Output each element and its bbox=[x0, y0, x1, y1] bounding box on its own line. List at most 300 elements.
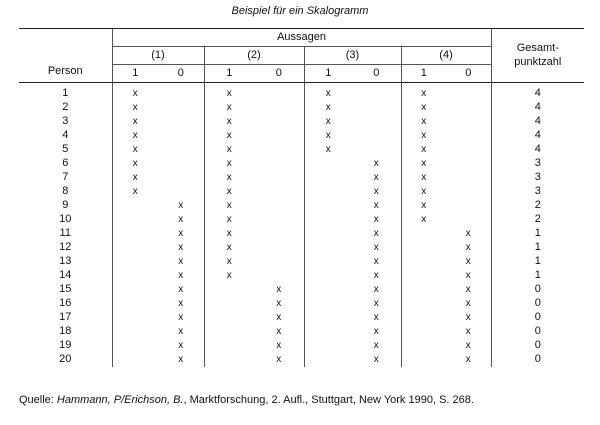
subcol-header: 1 bbox=[304, 65, 352, 83]
response-mark: x bbox=[226, 172, 232, 184]
response-cell bbox=[204, 199, 254, 213]
person-cell: 12 bbox=[59, 241, 72, 254]
response-cell bbox=[401, 255, 446, 269]
total-cell: 0 bbox=[491, 339, 584, 353]
response-cell bbox=[304, 353, 352, 367]
response-cell bbox=[204, 353, 254, 367]
response-cell bbox=[352, 255, 401, 269]
response-mark: x bbox=[421, 88, 427, 100]
subcol-header: 1 bbox=[204, 65, 254, 83]
response-mark: x bbox=[178, 326, 184, 338]
response-cell bbox=[401, 213, 446, 227]
response-mark: x bbox=[373, 242, 379, 254]
response-cell bbox=[401, 227, 446, 241]
group-header: (3) bbox=[304, 47, 401, 65]
response-cell bbox=[352, 171, 401, 185]
response-cell bbox=[112, 157, 158, 171]
response-cell bbox=[204, 269, 254, 283]
person-cell: 14 bbox=[59, 269, 72, 282]
person-cell: 4 bbox=[62, 129, 69, 142]
response-cell bbox=[446, 83, 491, 102]
response-mark: x bbox=[421, 130, 427, 142]
response-cell bbox=[401, 339, 446, 353]
response-cell bbox=[401, 129, 446, 143]
response-mark: x bbox=[373, 200, 379, 212]
response-cell bbox=[446, 101, 491, 115]
total-cell: 0 bbox=[491, 325, 584, 339]
response-mark: x bbox=[226, 256, 232, 268]
response-mark: x bbox=[421, 158, 427, 170]
response-cell bbox=[352, 213, 401, 227]
response-cell bbox=[352, 83, 401, 102]
response-cell bbox=[158, 101, 204, 115]
response-mark: x bbox=[465, 340, 471, 352]
response-mark: x bbox=[465, 284, 471, 296]
total-cell: 3 bbox=[491, 185, 584, 199]
response-cell bbox=[446, 185, 491, 199]
response-cell bbox=[158, 269, 204, 283]
response-cell bbox=[158, 339, 204, 353]
total-cell: 0 bbox=[491, 311, 584, 325]
response-mark: x bbox=[226, 144, 232, 156]
response-cell bbox=[158, 115, 204, 129]
response-cell bbox=[446, 325, 491, 339]
response-cell bbox=[204, 241, 254, 255]
response-mark: x bbox=[373, 158, 379, 170]
response-cell bbox=[254, 143, 304, 157]
table-row bbox=[19, 143, 584, 157]
response-mark: x bbox=[421, 186, 427, 198]
response-cell bbox=[254, 241, 304, 255]
response-mark: x bbox=[226, 214, 232, 226]
response-cell bbox=[112, 353, 158, 367]
response-mark: x bbox=[178, 312, 184, 324]
person-cell: 17 bbox=[59, 311, 72, 324]
response-cell bbox=[401, 171, 446, 185]
response-mark: x bbox=[325, 88, 331, 100]
source-authors: Hammann, P/Erichson, B. bbox=[56, 394, 184, 406]
group-header: (4) bbox=[401, 47, 491, 65]
response-cell bbox=[352, 297, 401, 311]
group-header: (1) bbox=[112, 47, 204, 65]
response-mark: x bbox=[465, 326, 471, 338]
table-row bbox=[19, 311, 584, 325]
response-mark: x bbox=[373, 172, 379, 184]
response-cell bbox=[158, 353, 204, 367]
response-cell bbox=[254, 199, 304, 213]
response-mark: x bbox=[373, 298, 379, 310]
response-mark: x bbox=[226, 270, 232, 282]
response-cell bbox=[304, 311, 352, 325]
response-mark: x bbox=[178, 256, 184, 268]
total-header-line2: punktzahl bbox=[514, 55, 562, 68]
subcol-header: 1 bbox=[112, 65, 158, 83]
response-cell bbox=[304, 213, 352, 227]
response-mark: x bbox=[465, 270, 471, 282]
response-mark: x bbox=[373, 326, 379, 338]
response-cell bbox=[112, 83, 158, 102]
response-mark: x bbox=[465, 242, 471, 254]
table-row bbox=[19, 115, 584, 129]
response-mark: x bbox=[226, 158, 232, 170]
response-cell bbox=[304, 339, 352, 353]
response-cell bbox=[352, 157, 401, 171]
response-mark: x bbox=[226, 186, 232, 198]
response-cell bbox=[401, 143, 446, 157]
response-cell bbox=[446, 339, 491, 353]
response-mark: x bbox=[325, 116, 331, 128]
response-cell bbox=[304, 157, 352, 171]
response-cell bbox=[401, 269, 446, 283]
response-cell bbox=[204, 157, 254, 171]
response-cell bbox=[304, 143, 352, 157]
response-cell bbox=[446, 227, 491, 241]
table-title: Beispiel für ein Skalogramm bbox=[231, 5, 369, 17]
response-cell bbox=[204, 143, 254, 157]
total-cell: 2 bbox=[491, 213, 584, 227]
person-cell: 2 bbox=[62, 101, 69, 114]
response-cell bbox=[401, 83, 446, 102]
response-mark: x bbox=[276, 312, 282, 324]
response-cell bbox=[204, 185, 254, 199]
response-mark: x bbox=[178, 214, 184, 226]
response-mark: x bbox=[276, 298, 282, 310]
response-cell bbox=[304, 185, 352, 199]
response-cell bbox=[446, 311, 491, 325]
response-cell bbox=[112, 129, 158, 143]
response-mark: x bbox=[373, 340, 379, 352]
response-cell bbox=[352, 311, 401, 325]
response-mark: x bbox=[132, 88, 138, 100]
response-mark: x bbox=[178, 354, 184, 366]
total-cell: 0 bbox=[491, 283, 584, 297]
table-row bbox=[19, 185, 584, 199]
response-cell bbox=[254, 255, 304, 269]
response-cell bbox=[204, 297, 254, 311]
response-cell bbox=[204, 83, 254, 102]
response-mark: x bbox=[178, 340, 184, 352]
source-prefix: Quelle: bbox=[19, 394, 54, 406]
response-cell bbox=[204, 213, 254, 227]
response-mark: x bbox=[132, 158, 138, 170]
response-mark: x bbox=[226, 228, 232, 240]
response-cell bbox=[352, 325, 401, 339]
response-cell bbox=[352, 115, 401, 129]
response-cell bbox=[254, 339, 304, 353]
response-cell bbox=[401, 325, 446, 339]
response-cell bbox=[446, 269, 491, 283]
response-cell bbox=[158, 241, 204, 255]
response-mark: x bbox=[373, 354, 379, 366]
response-cell bbox=[112, 297, 158, 311]
response-cell bbox=[112, 115, 158, 129]
response-mark: x bbox=[465, 298, 471, 310]
person-cell: 19 bbox=[59, 339, 72, 352]
person-cell: 7 bbox=[62, 171, 69, 184]
response-cell bbox=[352, 227, 401, 241]
table-row bbox=[19, 339, 584, 353]
table-row bbox=[19, 83, 584, 102]
total-cell: 0 bbox=[491, 353, 584, 367]
total-cell: 1 bbox=[491, 241, 584, 255]
response-cell bbox=[254, 185, 304, 199]
response-mark: x bbox=[373, 312, 379, 324]
response-mark: x bbox=[276, 284, 282, 296]
response-mark: x bbox=[421, 200, 427, 212]
total-cell: 1 bbox=[491, 227, 584, 241]
response-mark: x bbox=[465, 228, 471, 240]
person-cell: 13 bbox=[59, 255, 72, 268]
response-cell bbox=[112, 227, 158, 241]
response-mark: x bbox=[325, 144, 331, 156]
response-mark: x bbox=[373, 228, 379, 240]
response-mark: x bbox=[132, 186, 138, 198]
group-header: (2) bbox=[204, 47, 304, 65]
table-row bbox=[19, 241, 584, 255]
response-cell bbox=[401, 311, 446, 325]
response-mark: x bbox=[276, 340, 282, 352]
response-cell bbox=[158, 325, 204, 339]
person-cell: 16 bbox=[59, 297, 72, 310]
response-cell bbox=[401, 297, 446, 311]
response-mark: x bbox=[132, 102, 138, 114]
response-cell bbox=[401, 157, 446, 171]
person-cell: 6 bbox=[62, 157, 69, 170]
table-row bbox=[19, 129, 584, 143]
response-cell bbox=[304, 269, 352, 283]
response-cell bbox=[158, 83, 204, 102]
response-cell bbox=[204, 311, 254, 325]
response-cell bbox=[401, 353, 446, 367]
table-row bbox=[19, 325, 584, 339]
person-cell: 10 bbox=[59, 213, 72, 226]
response-mark: x bbox=[178, 228, 184, 240]
response-mark: x bbox=[178, 242, 184, 254]
response-cell bbox=[446, 129, 491, 143]
aussagen-header: Aussagen bbox=[112, 29, 491, 47]
table-row bbox=[19, 283, 584, 297]
person-cell: 20 bbox=[59, 353, 72, 366]
person-header: Person bbox=[19, 29, 112, 83]
table-row bbox=[19, 297, 584, 311]
response-mark: x bbox=[421, 214, 427, 226]
response-cell bbox=[254, 115, 304, 129]
response-cell bbox=[446, 255, 491, 269]
response-mark: x bbox=[226, 102, 232, 114]
response-cell bbox=[254, 213, 304, 227]
response-cell bbox=[401, 199, 446, 213]
total-cell: 4 bbox=[491, 143, 584, 157]
response-mark: x bbox=[325, 130, 331, 142]
subcol-header: 0 bbox=[446, 65, 491, 83]
response-cell bbox=[352, 339, 401, 353]
response-cell bbox=[158, 157, 204, 171]
subcol-header: 0 bbox=[352, 65, 401, 83]
response-cell bbox=[446, 115, 491, 129]
response-mark: x bbox=[226, 242, 232, 254]
response-cell bbox=[304, 171, 352, 185]
response-cell bbox=[446, 157, 491, 171]
response-cell bbox=[304, 255, 352, 269]
response-mark: x bbox=[132, 130, 138, 142]
response-cell bbox=[352, 241, 401, 255]
response-cell bbox=[254, 101, 304, 115]
person-cell: 18 bbox=[59, 325, 72, 338]
response-cell bbox=[254, 83, 304, 102]
scalogram-table bbox=[19, 28, 584, 367]
response-mark: x bbox=[373, 270, 379, 282]
response-cell bbox=[254, 129, 304, 143]
response-cell bbox=[304, 283, 352, 297]
response-cell bbox=[352, 283, 401, 297]
response-cell bbox=[112, 283, 158, 297]
person-cell: 3 bbox=[62, 115, 69, 128]
table-row bbox=[19, 213, 584, 227]
response-mark: x bbox=[373, 186, 379, 198]
response-cell bbox=[158, 255, 204, 269]
response-cell bbox=[204, 339, 254, 353]
response-mark: x bbox=[465, 354, 471, 366]
response-cell bbox=[352, 143, 401, 157]
response-mark: x bbox=[226, 200, 232, 212]
source-rest: , Marktforschung, 2. Aufl., Stuttgart, New York 1990, S. 268. bbox=[183, 394, 474, 406]
response-cell bbox=[204, 115, 254, 129]
total-cell: 4 bbox=[491, 115, 584, 129]
table-row bbox=[19, 227, 584, 241]
response-cell bbox=[446, 241, 491, 255]
response-cell bbox=[112, 311, 158, 325]
response-cell bbox=[112, 143, 158, 157]
response-cell bbox=[304, 129, 352, 143]
response-cell bbox=[304, 297, 352, 311]
total-cell: 3 bbox=[491, 157, 584, 171]
response-mark: x bbox=[421, 172, 427, 184]
response-cell bbox=[446, 353, 491, 367]
response-mark: x bbox=[276, 326, 282, 338]
response-mark: x bbox=[178, 298, 184, 310]
response-cell bbox=[204, 325, 254, 339]
response-cell bbox=[304, 101, 352, 115]
response-mark: x bbox=[373, 214, 379, 226]
response-cell bbox=[254, 283, 304, 297]
response-mark: x bbox=[276, 354, 282, 366]
response-cell bbox=[446, 199, 491, 213]
person-cell: 11 bbox=[59, 227, 71, 240]
response-cell bbox=[112, 241, 158, 255]
subcol-header: 1 bbox=[401, 65, 446, 83]
response-mark: x bbox=[132, 172, 138, 184]
table-row bbox=[19, 157, 584, 171]
response-mark: x bbox=[178, 270, 184, 282]
response-cell bbox=[254, 227, 304, 241]
response-cell bbox=[254, 269, 304, 283]
response-mark: x bbox=[132, 144, 138, 156]
table-row bbox=[19, 269, 584, 283]
response-mark: x bbox=[226, 88, 232, 100]
response-mark: x bbox=[325, 102, 331, 114]
response-cell bbox=[304, 227, 352, 241]
response-cell bbox=[304, 325, 352, 339]
response-cell bbox=[304, 241, 352, 255]
response-cell bbox=[401, 283, 446, 297]
response-mark: x bbox=[178, 200, 184, 212]
response-cell bbox=[158, 311, 204, 325]
response-cell bbox=[204, 171, 254, 185]
total-cell: 1 bbox=[491, 269, 584, 283]
response-mark: x bbox=[373, 284, 379, 296]
response-cell bbox=[254, 325, 304, 339]
response-cell bbox=[446, 143, 491, 157]
response-mark: x bbox=[421, 144, 427, 156]
response-cell bbox=[158, 171, 204, 185]
table-row bbox=[19, 171, 584, 185]
response-cell bbox=[446, 283, 491, 297]
total-cell: 1 bbox=[491, 255, 584, 269]
response-mark: x bbox=[226, 130, 232, 142]
response-cell bbox=[401, 185, 446, 199]
response-cell bbox=[352, 101, 401, 115]
response-cell bbox=[158, 185, 204, 199]
response-cell bbox=[304, 115, 352, 129]
response-cell bbox=[158, 227, 204, 241]
response-cell bbox=[254, 171, 304, 185]
response-cell bbox=[112, 213, 158, 227]
response-cell bbox=[204, 101, 254, 115]
person-cell: 5 bbox=[62, 143, 69, 156]
response-cell bbox=[254, 297, 304, 311]
response-cell bbox=[112, 339, 158, 353]
total-cell: 3 bbox=[491, 171, 584, 185]
person-cell: 8 bbox=[62, 185, 69, 198]
response-cell bbox=[112, 199, 158, 213]
response-cell bbox=[254, 157, 304, 171]
source-footer bbox=[19, 394, 474, 406]
response-mark: x bbox=[132, 116, 138, 128]
response-cell bbox=[112, 171, 158, 185]
total-cell: 4 bbox=[491, 129, 584, 143]
person-cell: 15 bbox=[59, 283, 72, 296]
response-cell bbox=[352, 353, 401, 367]
response-cell bbox=[204, 283, 254, 297]
response-cell bbox=[304, 199, 352, 213]
response-cell bbox=[352, 199, 401, 213]
table-row bbox=[19, 199, 584, 213]
response-mark: x bbox=[373, 256, 379, 268]
response-cell bbox=[204, 255, 254, 269]
total-cell: 2 bbox=[491, 199, 584, 213]
response-cell bbox=[401, 115, 446, 129]
response-cell bbox=[112, 185, 158, 199]
total-header bbox=[491, 29, 584, 83]
subcol-header: 0 bbox=[158, 65, 204, 83]
response-cell bbox=[112, 269, 158, 283]
response-cell bbox=[158, 283, 204, 297]
response-mark: x bbox=[421, 102, 427, 114]
response-cell bbox=[158, 213, 204, 227]
response-cell bbox=[352, 269, 401, 283]
response-cell bbox=[352, 129, 401, 143]
response-cell bbox=[446, 171, 491, 185]
response-cell bbox=[352, 185, 401, 199]
response-cell bbox=[112, 101, 158, 115]
total-cell: 0 bbox=[491, 297, 584, 311]
response-cell bbox=[158, 129, 204, 143]
person-cell: 9 bbox=[62, 199, 69, 212]
response-cell bbox=[401, 101, 446, 115]
response-cell bbox=[112, 255, 158, 269]
table-row bbox=[19, 255, 584, 269]
response-cell bbox=[204, 227, 254, 241]
